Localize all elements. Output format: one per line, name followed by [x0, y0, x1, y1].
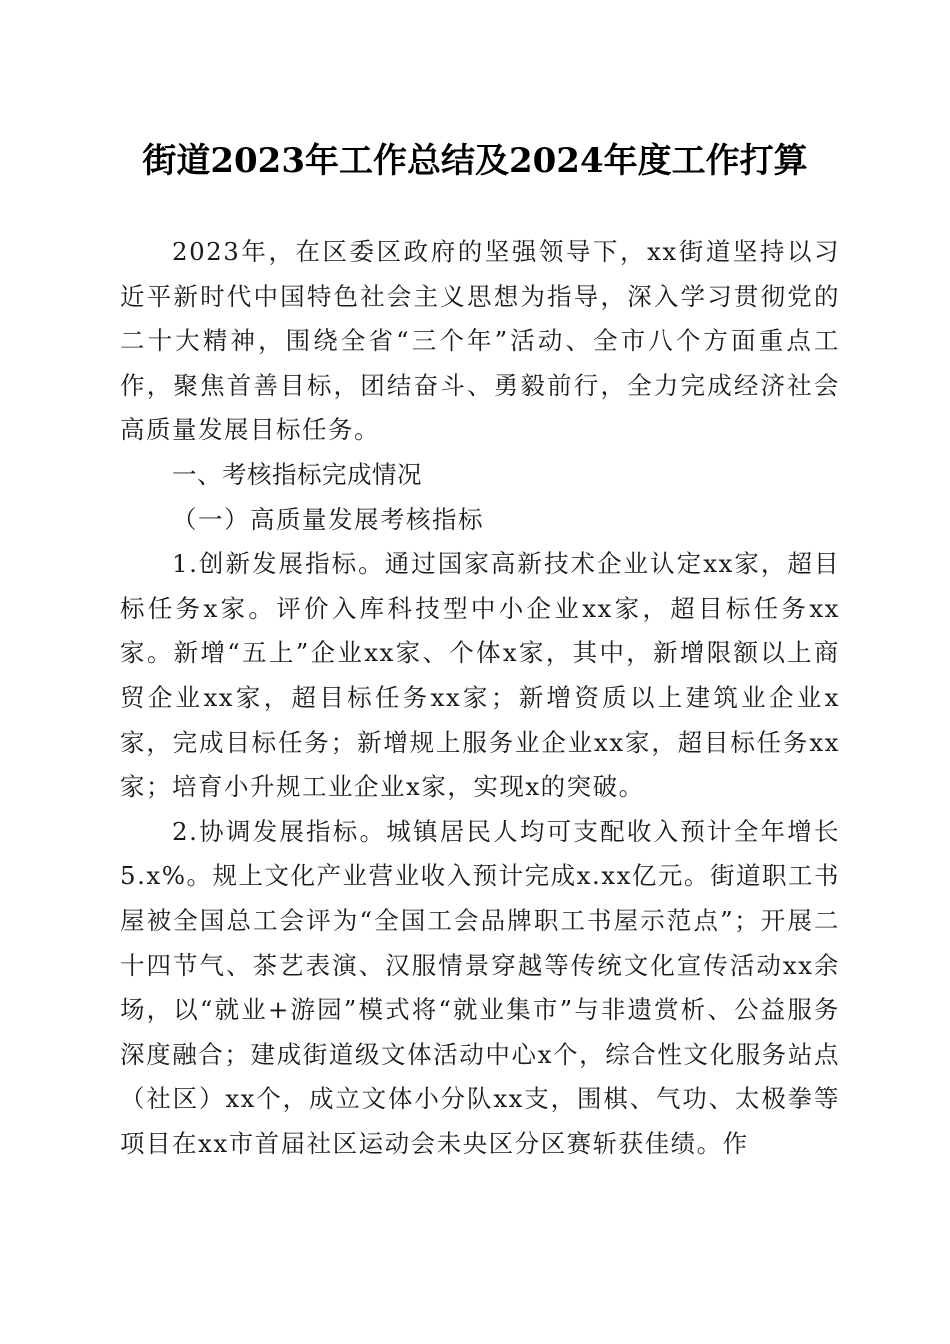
intro-paragraph: 2023年，在区委区政府的坚强领导下，xx街道坚持以习近平新时代中国特色社会主义思想为指导，深入学习贯彻党的二十大精神，围绕全省“三个年”活动、全市八个方面重点工作，聚焦首善目标，团结奋斗、勇毅前行，全力完成经济社会高质量发展目标任务。 [120, 237, 840, 445]
paragraph-innovation: 1.创新发展指标。通过国家高新技术企业认定xx家，超目标任务x家。评价入库科技型中小企业xx家，超目标任务xx家。新增“五上”企业xx家、个体x家，其中，新增限额以上商贸企业xx家，超目标任务xx家；新增资质以上建筑业企业x家，完成目标任务；新增规上服务业企业xx家，超目标任务xx家；培育小升规工业企业x家，实现x的突破。 [120, 549, 840, 802]
document-body [120, 230, 840, 1166]
section-heading: 一、考核指标完成情况 [172, 459, 422, 489]
paragraph-coordination: 2.协调发展指标。城镇居民人均可支配收入预计全年增长5.x%。规上文化产业营业收入预计完成x.xx亿元。街道职工书屋被全国总工会评为“全国工会品牌职工书屋示范点”；开展二十四节气、茶艺表演、汉服情景穿越等传统文化宣传活动xx余场，以“就业+游园”模式将“就业集市”与非遗赏析、公益服务深度融合；建成街道级文体活动中心x个，综合性文化服务站点（社区）xx个，成立文体小分队xx支，围棋、气功、太极拳等项目在xx市首届社区运动会未央区分区赛斩获佳绩。作 [120, 816, 840, 1158]
document-title: 街道2023年工作总结及2024年度工作打算 [142, 141, 808, 181]
subsection-heading: （一）高质量发展考核指标 [172, 504, 484, 534]
